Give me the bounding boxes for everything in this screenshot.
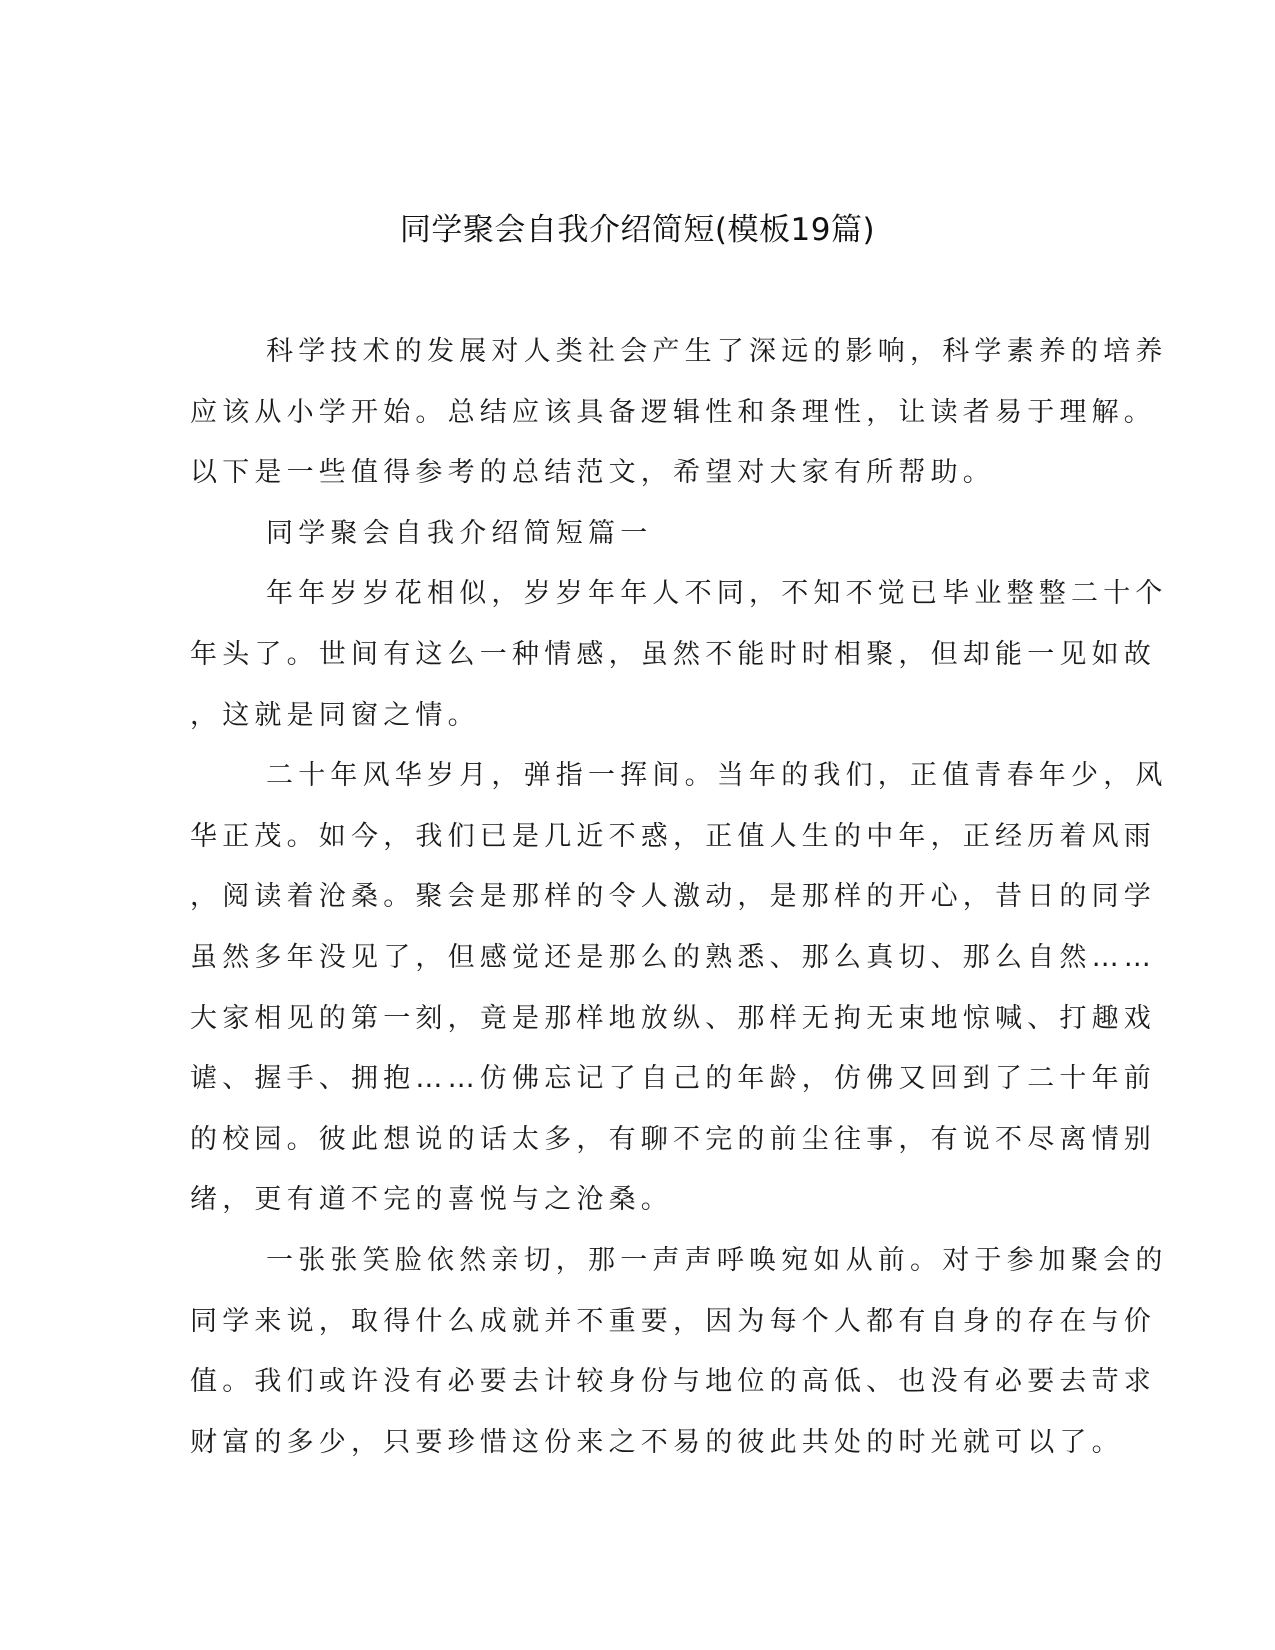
text-line: 值。我们或许没有必要去计较身份与地位的高低、也没有必要去苛求 [190, 1366, 1156, 1398]
text-line: ，这就是同窗之情。 [190, 699, 480, 731]
text-line: 同学来说，取得什么成就并不重要，因为每个人都有自身的存在与价 [190, 1305, 1156, 1337]
text-line: 绪，更有道不完的喜悦与之沧桑。 [190, 1184, 673, 1216]
text-line: 科学技术的发展对人类社会产生了深远的影响，科学素养的培养 [266, 336, 1168, 367]
document-title: 同学聚会自我介绍简短(模板19篇) [399, 212, 876, 248]
text-line: 二十年风华岁月，弹指一挥间。当年的我们，正值青春年少，风 [266, 760, 1168, 792]
text-line: 年年岁岁花相似，岁岁年年人不同，不知不觉已毕业整整二十个 [266, 578, 1168, 610]
text-line: ，阅读着沧桑。聚会是那样的令人激动，是那样的开心，昔日的同学 [190, 881, 1156, 913]
document-body [190, 322, 1168, 1473]
text-line: 华正茂。如今，我们已是几近不惑，正值人生的中年，正经历着风雨 [190, 820, 1156, 852]
text-line: 的校园。彼此想说的话太多，有聊不完的前尘往事，有说不尽离情别 [190, 1123, 1156, 1155]
text-line: 虽然多年没见了，但感觉还是那么的熟悉、那么真切、那么自然…… [190, 941, 1156, 973]
text-line: 谑、握手、拥抱……仿佛忘记了自己的年龄，仿佛又回到了二十年前 [190, 1063, 1156, 1095]
text-line: 大家相见的第一刻，竟是那样地放纵、那样无拘无束地惊喊、打趣戏 [190, 1002, 1156, 1034]
text-line: 应该从小学开始。总结应该具备逻辑性和条理性，让读者易于理解。 [190, 396, 1156, 428]
text-line: 财富的多少，只要珍惜这份来之不易的彼此共处的时光就可以了。 [190, 1426, 1124, 1458]
text-line: 年头了。世间有这么一种情感，虽然不能时时相聚，但却能一见如故 [190, 638, 1156, 670]
text-line: 一张张笑脸依然亲切，那一声声呼唤宛如从前。对于参加聚会的 [266, 1244, 1168, 1276]
section-heading: 同学聚会自我介绍简短篇一 [266, 517, 653, 549]
text-line: 以下是一些值得参考的总结范文，希望对大家有所帮助。 [190, 457, 995, 489]
